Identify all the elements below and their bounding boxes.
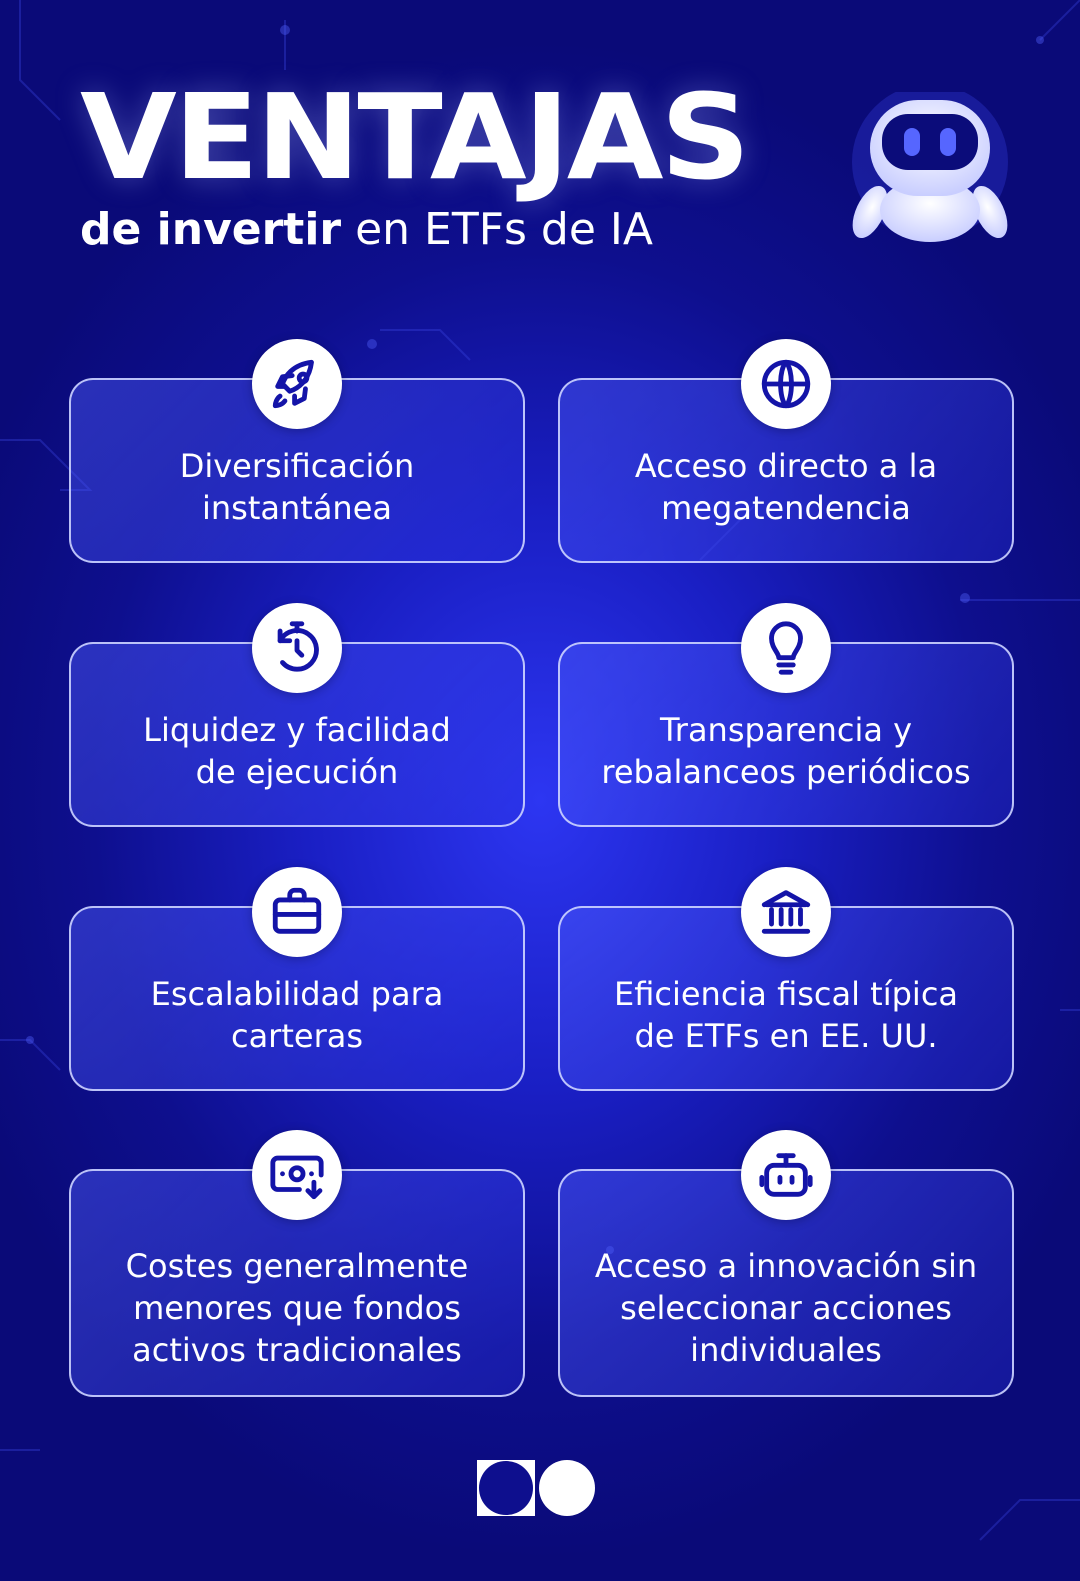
money-download-icon: [268, 1146, 326, 1204]
card-icon-badge: [252, 603, 342, 693]
card-label: Diversificación instantánea: [179, 446, 415, 527]
globe-icon: [757, 355, 815, 413]
card-label: Liquidez y facilidad de ejecución: [143, 710, 451, 791]
robot-head-icon: [757, 1146, 815, 1204]
card-label: Acceso directo a la megatendencia: [634, 446, 938, 527]
card-label: Eficiencia fiscal típica de ETFs en EE. UU.: [613, 974, 959, 1055]
brand-logo-icon: [475, 1459, 599, 1517]
card-label: Acceso a innovación sin seleccionar acciones individuales: [594, 1247, 978, 1369]
page-title: VENTAJAS: [80, 68, 748, 206]
subtitle-rest: en ETFs de IA: [341, 204, 653, 255]
robot-icon: [850, 92, 1010, 252]
page-subtitle: [80, 204, 653, 255]
card-icon-badge: [741, 603, 831, 693]
bank-icon: [757, 883, 815, 941]
card-icon-badge: [741, 339, 831, 429]
card-icon-badge: [741, 1130, 831, 1220]
rocket-icon: [268, 355, 326, 413]
card-label: Costes generalmente menores que fondos activos tradicionales: [125, 1247, 469, 1369]
briefcase-icon: [268, 883, 326, 941]
card-icon-badge: [252, 867, 342, 957]
card-icon-badge: [741, 867, 831, 957]
card-label: Transparencia y rebalanceos periódicos: [601, 710, 971, 791]
lightbulb-icon: [757, 619, 815, 677]
card-icon-badge: [252, 339, 342, 429]
subtitle-bold: de invertir: [80, 204, 342, 255]
card-label: Escalabilidad para carteras: [150, 974, 444, 1055]
timer-refresh-icon: [268, 619, 326, 677]
card-icon-badge: [252, 1130, 342, 1220]
